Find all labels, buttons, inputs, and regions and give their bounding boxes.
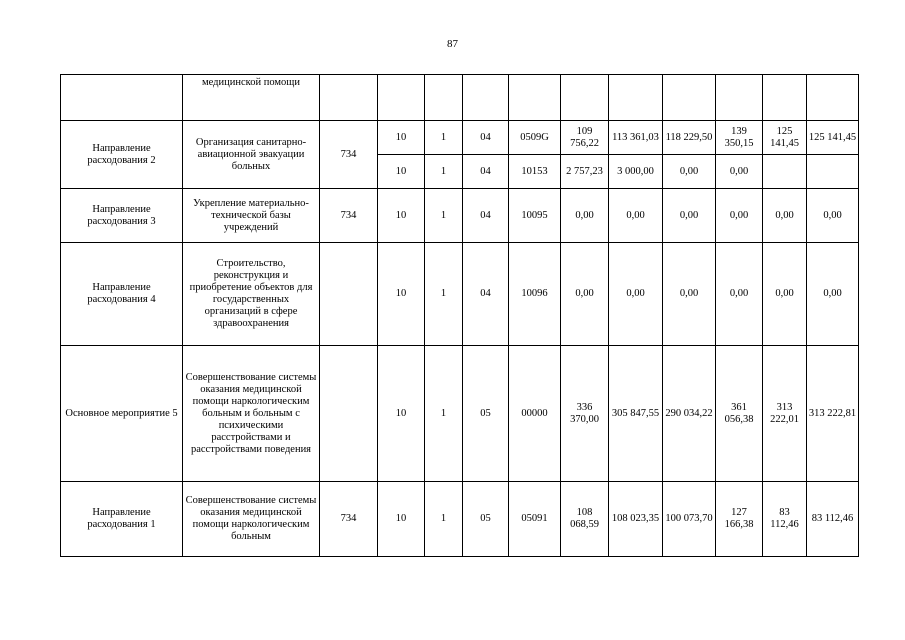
value-cell: 0,00 <box>807 243 859 346</box>
value-cell: 0,00 <box>763 189 807 243</box>
grbs-cell: 734 <box>320 482 378 557</box>
value-cell: 290 034,22 <box>663 346 716 482</box>
table-row <box>61 243 859 346</box>
name-cell: медицинской помощи <box>183 75 320 121</box>
value-cell: 0,00 <box>663 243 716 346</box>
code-cell: 00000 <box>509 346 561 482</box>
value-cell: 0,00 <box>716 243 763 346</box>
value-cell: 118 229,50 <box>663 121 716 155</box>
grbs-cell <box>320 346 378 482</box>
code-cell: 10 <box>378 243 425 346</box>
code-cell: 10153 <box>509 155 561 189</box>
value-cell: 0,00 <box>609 243 663 346</box>
status-cell <box>61 75 183 121</box>
name-cell: Организация санитарно-авиационной эвакуации больных <box>183 121 320 189</box>
code-cell: 10 <box>378 121 425 155</box>
value-cell: 83 112,46 <box>807 482 859 557</box>
grbs-cell: 734 <box>320 121 378 189</box>
code-cell: 10096 <box>509 243 561 346</box>
value-cell: 113 361,03 <box>609 121 663 155</box>
value-cell: 0,00 <box>663 155 716 189</box>
table-row <box>61 121 859 155</box>
name-cell: Укрепление материально-технической базы учреждений <box>183 189 320 243</box>
value-cell <box>609 75 663 121</box>
grbs-cell <box>320 243 378 346</box>
value-cell: 305 847,55 <box>609 346 663 482</box>
value-cell: 125 141,45 <box>763 121 807 155</box>
code-cell: 1 <box>425 346 463 482</box>
value-cell <box>807 155 859 189</box>
status-cell: Направление расходования 1 <box>61 482 183 557</box>
value-cell: 0,00 <box>807 189 859 243</box>
value-cell: 109 756,22 <box>561 121 609 155</box>
code-cell: 1 <box>425 155 463 189</box>
code-cell: 1 <box>425 243 463 346</box>
value-cell <box>561 75 609 121</box>
code-cell: 1 <box>425 482 463 557</box>
value-cell <box>763 155 807 189</box>
value-cell: 108 023,35 <box>609 482 663 557</box>
value-cell: 0,00 <box>763 243 807 346</box>
code-cell: 05091 <box>509 482 561 557</box>
table-row <box>61 75 859 121</box>
code-cell: 05 <box>463 482 509 557</box>
value-cell: 313 222,01 <box>763 346 807 482</box>
value-cell: 125 141,45 <box>807 121 859 155</box>
table-row <box>61 346 859 482</box>
value-cell: 0,00 <box>561 189 609 243</box>
grbs-cell: 734 <box>320 189 378 243</box>
code-cell: 10095 <box>509 189 561 243</box>
code-cell: 04 <box>463 243 509 346</box>
code-cell: 10 <box>378 346 425 482</box>
value-cell: 3 000,00 <box>609 155 663 189</box>
name-cell: Совершенствование системы оказания медицинской помощи наркологическим больным и больным с психическими расстройствами и расстройствами поведения <box>183 346 320 482</box>
value-cell: 139 350,15 <box>716 121 763 155</box>
name-cell: Строительство, реконструкция и приобретение объектов для государственных организаций в сфере здравоохранения <box>183 243 320 346</box>
value-cell: 83 112,46 <box>763 482 807 557</box>
status-cell: Направление расходования 2 <box>61 121 183 189</box>
value-cell <box>763 75 807 121</box>
value-cell <box>807 75 859 121</box>
code-cell: 1 <box>425 121 463 155</box>
value-cell: 336 370,00 <box>561 346 609 482</box>
value-cell: 2 757,23 <box>561 155 609 189</box>
page-number: 87 <box>447 38 458 50</box>
value-cell: 0,00 <box>561 243 609 346</box>
code-cell: 10 <box>378 189 425 243</box>
value-cell: 313 222,81 <box>807 346 859 482</box>
code-cell: 04 <box>463 121 509 155</box>
status-cell: Направление расходования 4 <box>61 243 183 346</box>
code-cell: 10 <box>378 482 425 557</box>
code-cell: 04 <box>463 189 509 243</box>
status-cell: Основное мероприятие 5 <box>61 346 183 482</box>
name-cell: Совершенствование системы оказания медицинской помощи наркологическим больным <box>183 482 320 557</box>
value-cell <box>716 75 763 121</box>
status-cell: Направление расходования 3 <box>61 189 183 243</box>
table-row <box>61 189 859 243</box>
code-cell: 0509G <box>509 121 561 155</box>
value-cell: 0,00 <box>609 189 663 243</box>
table-row <box>61 482 859 557</box>
code-cell <box>425 75 463 121</box>
code-cell: 05 <box>463 346 509 482</box>
value-cell: 361 056,38 <box>716 346 763 482</box>
code-cell <box>463 75 509 121</box>
code-cell <box>378 75 425 121</box>
value-cell: 108 068,59 <box>561 482 609 557</box>
budget-table <box>60 74 859 557</box>
value-cell: 0,00 <box>663 189 716 243</box>
value-cell: 0,00 <box>716 189 763 243</box>
value-cell: 127 166,38 <box>716 482 763 557</box>
value-cell <box>663 75 716 121</box>
grbs-cell <box>320 75 378 121</box>
value-cell: 0,00 <box>716 155 763 189</box>
value-cell: 100 073,70 <box>663 482 716 557</box>
code-cell: 1 <box>425 189 463 243</box>
code-cell: 10 <box>378 155 425 189</box>
code-cell <box>509 75 561 121</box>
code-cell: 04 <box>463 155 509 189</box>
